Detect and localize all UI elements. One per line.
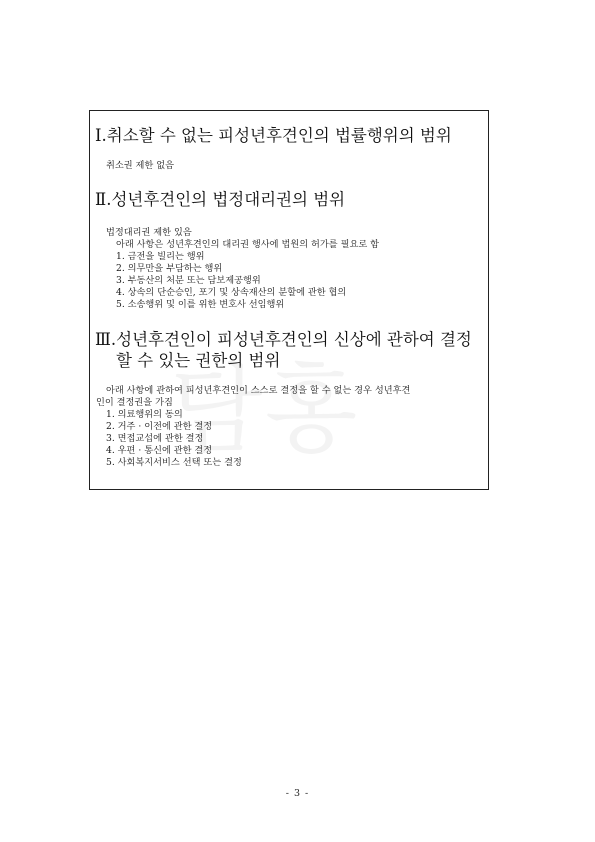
section-2-line-4: 2. 의무만을 부담하는 행위 xyxy=(116,263,223,274)
section-3-line-2: 인이 결정권을 가짐 xyxy=(96,397,173,408)
section-2-number: Ⅱ. xyxy=(95,190,112,209)
section-1-heading xyxy=(95,126,452,146)
section-2-line-5: 3. 부동산의 처분 또는 담보제공행위 xyxy=(116,275,261,286)
page-number: - 3 - xyxy=(285,788,310,799)
section-3-line-7: 5. 사회복지서비스 선택 또는 결정 xyxy=(106,457,242,468)
section-1-title: 취소할 수 없는 피성년후견인의 법률행위의 범위 xyxy=(106,126,452,145)
section-2-line-1: 법정대리권 제한 있음 xyxy=(106,227,192,238)
section-3-line-1: 아래 사항에 관하여 피성년후견인이 스스로 결정을 할 수 없는 경우 성년후견 xyxy=(106,385,411,396)
section-3-line-5: 3. 면접교섭에 관한 결정 xyxy=(106,433,204,444)
section-3-title-line-1: 성년후견인이 피성년후견인의 신상에 관하여 결정 xyxy=(116,330,472,349)
section-1-number: Ⅰ. xyxy=(95,126,107,145)
section-1-line-1: 취소권 제한 없음 xyxy=(106,160,174,171)
section-3-line-3: 1. 의료행위의 동의 xyxy=(106,409,183,420)
section-2-line-3: 1. 금전을 빌리는 행위 xyxy=(116,251,205,262)
section-2-heading xyxy=(95,190,345,210)
section-3-number: Ⅲ. xyxy=(95,330,117,349)
section-3-line-4: 2. 거주 · 이전에 관한 결정 xyxy=(106,421,213,432)
section-2-line-6: 4. 상속의 단순승인, 포기 및 상속재산의 분할에 관한 협의 xyxy=(116,287,347,298)
section-2-title: 성년후견인의 법정대리권의 범위 xyxy=(111,190,346,209)
section-3-line-6: 4. 우편 · 통신에 관한 결정 xyxy=(106,445,213,456)
section-3-title-line-2: 할 수 있는 권한의 범위 xyxy=(116,351,281,370)
section-2-line-7: 5. 소송행위 및 이를 위한 변호사 선임행위 xyxy=(116,299,285,310)
section-2-line-2: 아래 사항은 성년후견인의 대리권 행사에 법원의 허가를 필요로 함 xyxy=(116,239,379,250)
section-3-heading xyxy=(95,330,472,350)
